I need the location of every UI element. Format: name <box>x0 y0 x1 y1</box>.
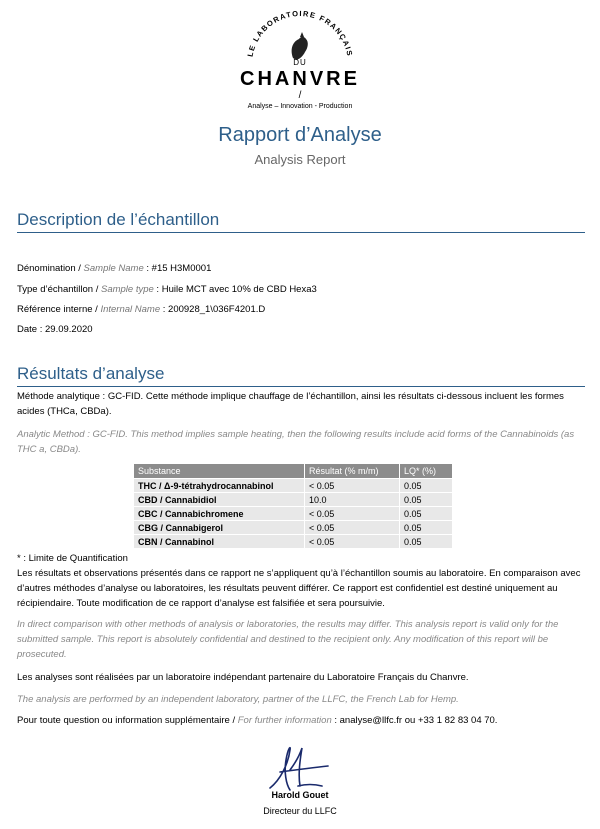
internal-ref-value: 200928_1\036F4201.D <box>168 304 266 315</box>
signer-name: Harold Gouet <box>271 790 329 800</box>
field-sample-name: Dénomination / Sample Name : #15 H3M0001 <box>17 263 212 274</box>
results-table <box>133 463 453 549</box>
logo-brand: CHANVRE <box>240 68 360 90</box>
field-sample-type: Type d’échantillon / Sample type : Huile MCT avec 10% de CBD Hexa3 <box>17 284 317 295</box>
rooster-icon <box>230 6 370 66</box>
report-title: Rapport d’Analyse <box>218 124 382 146</box>
table-row: CBG / Cannabigerol < 0.05 0.05 <box>134 521 453 535</box>
table-row: THC / Δ-9-tétrahydrocannabinol < 0.05 0.05 <box>134 479 453 493</box>
disclaimer-en: In direct comparison with other methods of analysis or laboratories, the results may differ. This analysis report is valid only for the submitted sample. This report is absolutely confidential and destined to the recipient only. Any modification of this report will be prosecuted. <box>17 619 559 660</box>
field-date: Date : 29.09.2020 <box>17 324 93 335</box>
method-en: Analytic Method : GC-FID. This method implies sample heating, then the following results include acid forms of the Cannabinoids (as THC a, CBDa). <box>17 429 575 455</box>
sample-name-value: #15 H3M0001 <box>151 263 212 274</box>
table-header-row <box>134 464 453 479</box>
contact-value: : analyse@llfc.fr ou +33 1 82 83 04 70. <box>331 715 498 726</box>
logo-tagline: Analyse – Innovation - Production <box>247 103 353 110</box>
logo-slash: / <box>298 90 302 101</box>
logo-du: DU <box>293 58 307 67</box>
report-subtitle: Analysis Report <box>254 152 346 167</box>
table-row: CBD / Cannabidiol 10.0 0.05 <box>134 493 453 507</box>
table-row: CBN / Cannabinol < 0.05 0.05 <box>134 535 453 549</box>
partner-en: The analysis are performed by an independent laboratory, partner of the LLFC, the French Lab for Hemp. <box>17 694 459 705</box>
disclaimer-fr: Les résultats et observations présentés dans ce rapport ne s’appliquent qu’à l’échantillon soumis au laboratoire. En comparaison avec d’autres méthodes d’analyse ou laboratoires, les résultats peuvent différer. Ce rapport est confidentiel est destiné uniquement au récipiendaire. Toute modification de ce rapport d’analyse est falsifiée et sera poursuivie. <box>17 568 581 609</box>
footnote: * : Limite de Quantification <box>17 553 128 564</box>
results-section-heading: Résultats d’analyse <box>17 364 585 387</box>
sample-section-heading: Description de l’échantillon <box>17 210 585 233</box>
signer-role: Directeur du LLFC <box>263 806 337 816</box>
field-internal-ref: Référence interne / Internal Name : 200928_1\036F4201.D <box>17 304 266 315</box>
logo-arc-text: LE LABORATOIRE FRANÇAIS <box>245 8 355 58</box>
header-result: Résultat (% m/m) <box>305 464 400 479</box>
disclaimer-fr-block <box>17 551 587 611</box>
contact-line: Pour toute question ou information supplémentaire / For further information : analyse@llfc.fr ou +33 1 82 83 04 70. <box>17 715 498 726</box>
date-value: 29.09.2020 <box>45 324 93 335</box>
lab-logo <box>0 6 600 66</box>
sample-type-value: Huile MCT avec 10% de CBD Hexa3 <box>161 284 317 295</box>
table-row: CBC / Cannabichromene < 0.05 0.05 <box>134 507 453 521</box>
partner-fr: Les analyses sont réalisées par un laboratoire indépendant partenaire du Laboratoire Français du Chanvre. <box>17 672 469 683</box>
method-fr: Méthode analytique : GC-FID. Cette méthode implique chauffage de l’échantillon, ainsi les résultats ci-dessous incluent les formes acides (THCa, CBDa). <box>17 391 564 417</box>
header-lq: LQ* (%) <box>400 464 453 479</box>
signature-icon <box>250 740 350 795</box>
header-substance: Substance <box>134 464 305 479</box>
